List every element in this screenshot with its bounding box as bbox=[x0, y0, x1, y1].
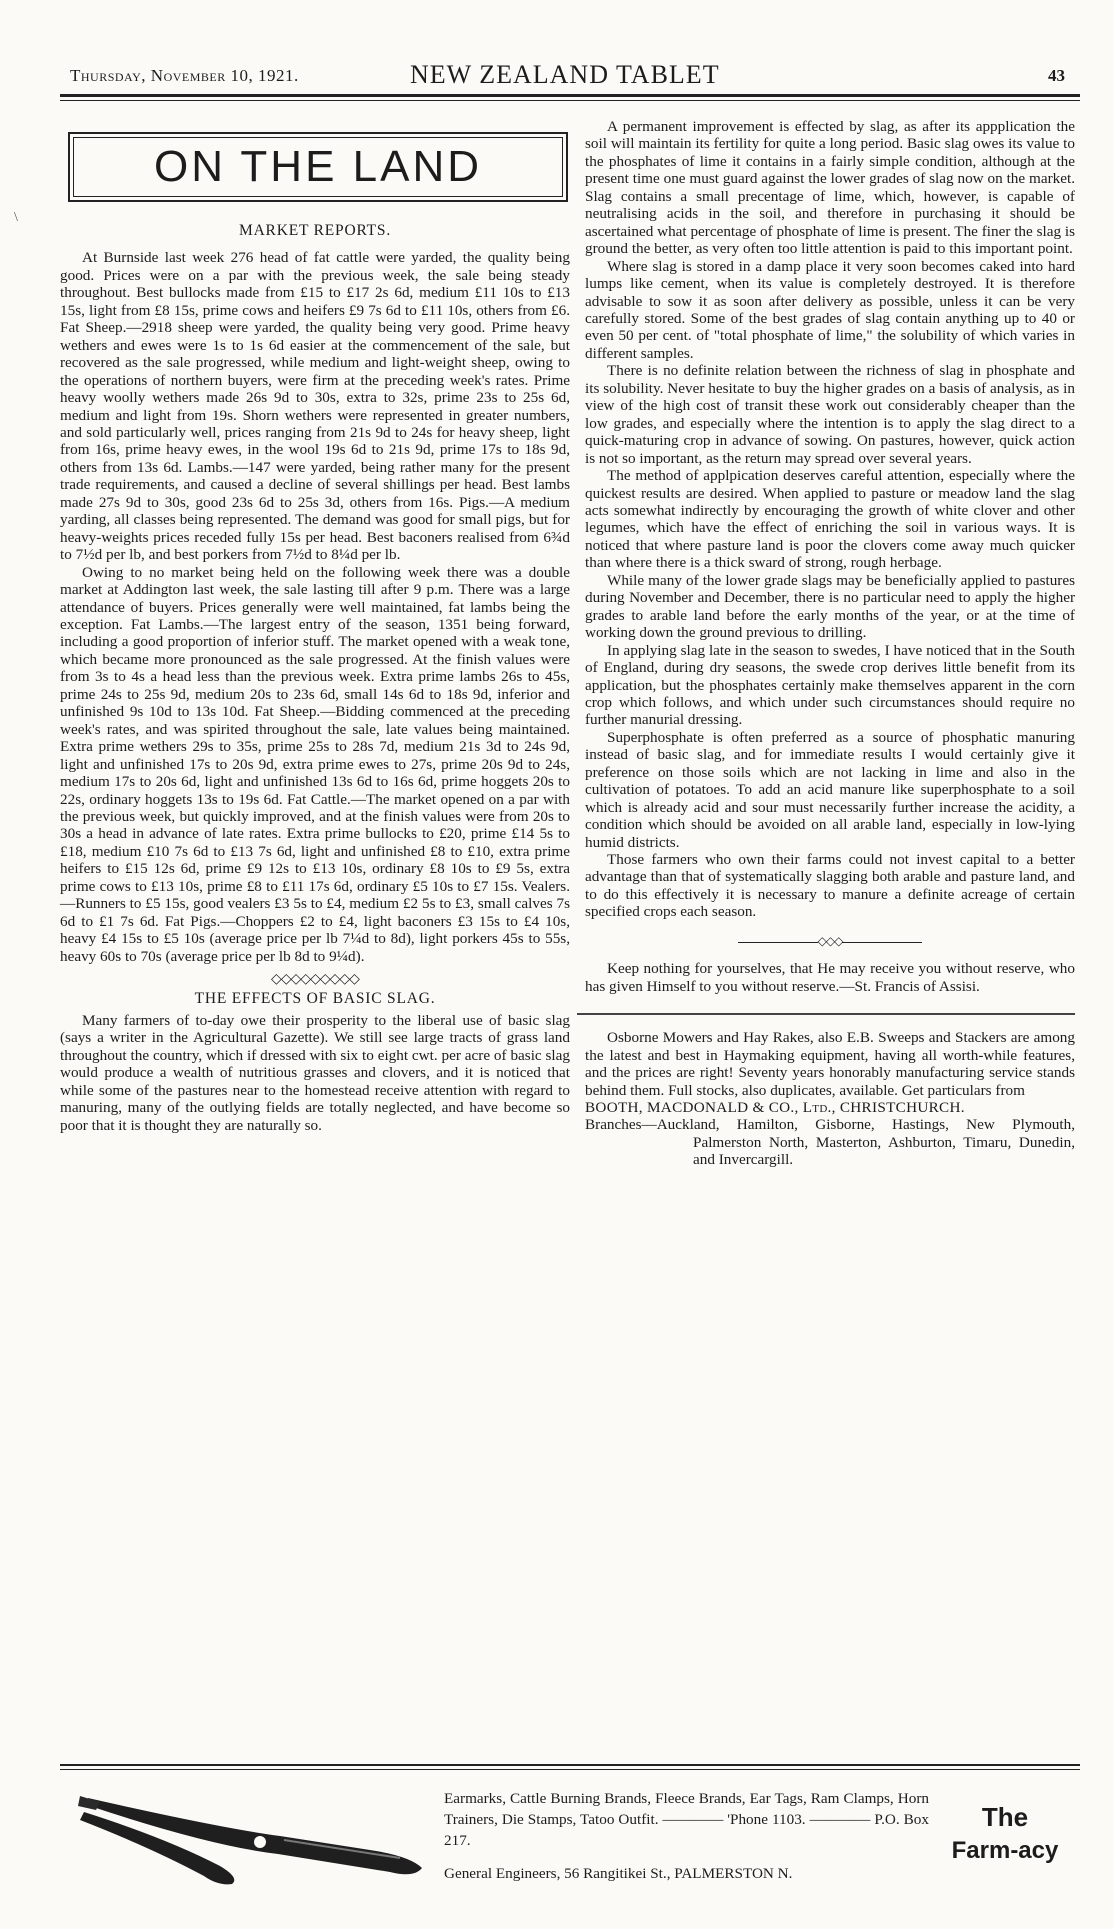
ornament-divider: ◇◇◇◇◇◇◇◇◇ bbox=[271, 972, 359, 988]
left-column bbox=[60, 118, 570, 1134]
publication-title: NEW ZEALAND TABLET bbox=[410, 60, 720, 89]
market-reports-heading: MARKET REPORTS. bbox=[238, 222, 392, 239]
bottom-ad-rule-thick bbox=[60, 1764, 1080, 1766]
margin-mark: \ bbox=[14, 210, 18, 225]
slag-paragraph-7: In applying slag late in the season to swedes, I have noticed that in the South of England, during dry seasons, the swede crop derives little benefit from its application, but the phosphates certainly make themselves apparent in the corn crop which follows, and which under such circumstances should require no further manurial dressing. bbox=[585, 641, 1075, 729]
slag-paragraph-1: Many farmers of to-day owe their prosperity to the liberal use of basic slag (says a writer in the Agricultural Gazette). We still see large tracts of grass land throughout the country, which if dressed with six to eight cwt. per acre of basic slag would produce a wealth of nutritious grasses and clovers, and it is noticed that while some of the pastures near to the homestead receive attention with regard to manuring, many of the outlying fields are totally neglected, and have become so poor that it is thought they are naturally so. bbox=[60, 1011, 570, 1134]
page-number: 43 bbox=[1048, 66, 1065, 85]
basic-slag-heading: THE EFFECTS OF BASIC SLAG. bbox=[194, 990, 436, 1008]
page-header bbox=[70, 60, 1065, 94]
market-paragraph-2: Owing to no market being held on the following week there was a double market at Addington last week, the sale lasting till after 9 p.m. There was a large attendance of buyers. Prices generally were well maintained, fat lambs being the exception. Fat Lambs.—The largest entry of the season, 1351 being forward, including a good proportion of inferior stuff. The market opened with a weak tone, which became more pronounced as the sale progressed. At the finish values were from 3s to 4s a head less than the previous week. Extra prime lambs 26s to 45s, prime 24s to 25s 9d, medium 20s to 23s 6d, small 14s 6d to 18s 9d, inferior and unfinished 9s 10d to 13s 10d. Fat Sheep.—Bidding commenced at the preceding week's rates, and was spirited throughout the sale, late values being maintained. Extra prime wethers 29s to 35s, prime 25s to 28s 7d, medium 21s 3d to 24s 9d, light and unfinished 17s to 20s 9d, extra prime ewes to 27s, prime 20s 9d to 24s, medium 17s to 20s 6d, light and unfinished 13s 6d to 16s 6d, prime hoggets 20s to 22s, ordinary hoggets 13s to 19s 6d. Fat Cattle.—The market opened on a par with the previous week, but quickly improved, and at the finish values were from 20s to 30s a head in advance of late rates. Extra prime bullocks to £20, prime £14 5s to £18, medium £10 7s 6d to £13 7s 6d, light and unfinished £8 to £10, extra prime heifers to £15 12s 6d, prime £9 12s to £13 10s, ordinary £8 10s to £9 5s, extra prime cows to £13 10s, prime £8 to £11 17s 6d, ordinary £5 10s to £7 15s. Vealers.—Runners to £5 15s, good vealers £3 5s to £4, medium £2 5s to £3, small calves 7s 6d to £1 7s 6d. Fat Pigs.—Choppers £2 to £4, light baconers £3 15s to £4 10s, heavy £4 15s to £5 10s (average price per lb 7¼d to 8d), light porkers 45s to 55s, heavy 60s to 70s (average price per lb 8d to 9¼d). bbox=[60, 563, 570, 965]
ad-firm-name: BOOTH, MACDONALD & CO., Ltd., CHRISTCHURCH. bbox=[585, 1099, 965, 1117]
ad-rule bbox=[577, 1013, 1075, 1015]
section-title: ON THE LAND bbox=[73, 137, 563, 197]
bottom-ad-rule-thin bbox=[60, 1769, 1080, 1770]
farmacy-brand-line-1: The bbox=[981, 1802, 1029, 1832]
slag-paragraph-3: Where slag is stored in a damp place it very soon becomes caked into hard lumps like cement, when its value is completely destroyed. It is therefore advisable to sow it as soon after delivery as possible, unless it can be very carefully stored. Some of the best grades of slag contain anything up to 40 or even 50 per cent. of "total phosphate of lime," the solubility of which varies in different samples. bbox=[585, 257, 1075, 362]
ad-branches bbox=[585, 1116, 1075, 1168]
ad-body: Osborne Mowers and Hay Rakes, also E.B. Sweeps and Stackers are among the latest and best in Haymaking equipment, having all worth-while features, and the prices are right! Seventy years honorably manufacturing service stands behind them. Full stocks, also duplicates, available. Get particulars from bbox=[585, 1029, 1075, 1099]
right-column bbox=[585, 118, 1075, 1169]
slag-paragraph-5: The method of applpication deserves careful attention, especially where the quickest results are desired. When applied to pasture or meadow land the slag acts somewhat indirectly by encouraging the growth of white clover and other legumes, which have the effect of enriching the soil in various ways. It is noticed that where pasture land is poor the clovers come away much quicker than where there is a thick sward of strong, rough herbage. bbox=[585, 467, 1075, 572]
engineers-advertisement bbox=[444, 1788, 929, 1884]
slag-paragraph-4: There is no definite relation between the richness of slag in phosphate and its solubility. Never hesitate to buy the higher grades on a basis of analysis, as in view of the high cost of transit these work out considerably cheaper than the low grades, and especially where the intention is to apply the slag direct to a quick-maturing crop in advance of sowing. On pastures, however, quick action is not so important, as the return may spread over several years. bbox=[585, 362, 1075, 467]
header-rule-thick bbox=[60, 94, 1080, 97]
saint-francis-quote: Keep nothing for yourselves, that He may receive you without reserve, who has given Himself to you without reserve.—St. Francis of Assisi. bbox=[585, 960, 1075, 995]
farmacy-brand-line-2: Farm-acy bbox=[951, 1837, 1059, 1864]
issue-date: Thursday, November 10, 1921. bbox=[70, 66, 299, 85]
slag-paragraph-2: A permanent improvement is effected by slag, as after its appplication the soil will maintain its fertility for quite a long period. Basic slag owes its value to the phosphates of lime it contains in a fairly simple condition, although at the present time one must guard against the lower grades of slag now on the market. Slag contains a small precentage of lime, which, however, is capable of neutralising acids in the soil, and therefore in purchasing it should be ascertained what percentage of phosphate of lime is present. The finer the slag is ground the better, as very often too little attention is paid to this important point. bbox=[585, 118, 1075, 258]
ad-branches-list: Auckland, Hamilton, Gisborne, Hastings, New Plymouth, Palmerston North, Masterton, Ashburton, Timaru, Dunedin, and Invercargill. bbox=[656, 1116, 1075, 1169]
slag-paragraph-9: Those farmers who own their farms could not invest capital to a better advantage than that of systematically slagging both arable and pasture land, and to do this effectively it is necessary to manure a definite acreage of certain specified crops each season. bbox=[585, 851, 1075, 921]
haymaking-advertisement bbox=[585, 1029, 1075, 1169]
engineers-ad-products: Earmarks, Cattle Burning Brands, Fleece Brands, Ear Tags, Ram Clamps, Horn Trainers, Die Stamps, Tatoo Outfit. ———— 'Phone 1103. ———— P.O. Box 217. bbox=[444, 1790, 929, 1849]
section-title-box bbox=[68, 132, 568, 202]
header-rule-thin bbox=[60, 100, 1080, 101]
small-ornament: ◇◇◇ bbox=[817, 933, 843, 948]
farmacy-brand bbox=[940, 1800, 1070, 1868]
slag-paragraph-6: While many of the lower grade slags may be beneficially applied to pastures during November and December, there is no particular need to apply the higher grades to arable land before the early months of the year, or at the time of working down the ground previous to drilling. bbox=[585, 571, 1075, 642]
slag-paragraph-8: Superphosphate is often preferred as a source of phosphatic manuring instead of basic slag, and for immediate results I would certainly give it preference on those soils which are not lacking in lime and also in the cultivation of potatoes. To add an acid manure like superphosphate to a soil which is already acid and sour must necessarily further increase the acidity, a condition which should be avoided on all arable land, especially in low-lying humid districts. bbox=[585, 728, 1075, 851]
engineers-ad-address: General Engineers, 56 Rangitikei St., PALMERSTON N. bbox=[444, 1865, 793, 1882]
small-ornament-divider bbox=[585, 933, 1075, 950]
market-paragraph-1: At Burnside last week 276 head of fat cattle were yarded, the quality being good. Prices were on a par with the previous week, the sale being steady throughout. Best bullocks made from £15 to £17 2s 6d, medium £11 10s to £13 15s, light from £8 15s, prime cows and heifers £9 7s 6d to £11 10s, others from £6. Fat Sheep.—2918 sheep were yarded, the quality being very good. Prime heavy wethers and ewes were 1s to 1s 6d easier at the commencement of the sale, but recovered as the sale progressed, while medium and light-weight sheep, owing to the operations of northern buyers, were firm at the preceding week's rates. Prime heavy woolly wethers made 26s 9d to 30s, extra to 32s, prime 23s to 25s 6d, medium and light from 19s. Shorn wethers were represented in greater numbers, and sold particularly well, prices ranging from 21s 9d to 24s for heavy sheep, light from 16s, prime heavy ewes, in the wool 19s 6d to 21s 9d, prime 17s to 18s 9d, others from 13s 6d. Lambs.—147 were yarded, being rather many for the present trade requirements, and caused a decline of several shillings per head. Best lambs made 27s 9d to 30s, good 23s 6d to 25s 3d, others from 16s. Pigs.—A medium yarding, all classes being represented. The demand was good for small pigs, but for heavy-weights prices receded fully 15s per head. Best baconers realised from 6¾d to 7½d per lb, and best porkers from 7½d to 8¼d per lb. bbox=[60, 249, 570, 564]
ad-branches-lead: Branches— bbox=[585, 1116, 657, 1134]
ear-punch-tool-illustration bbox=[70, 1776, 430, 1886]
